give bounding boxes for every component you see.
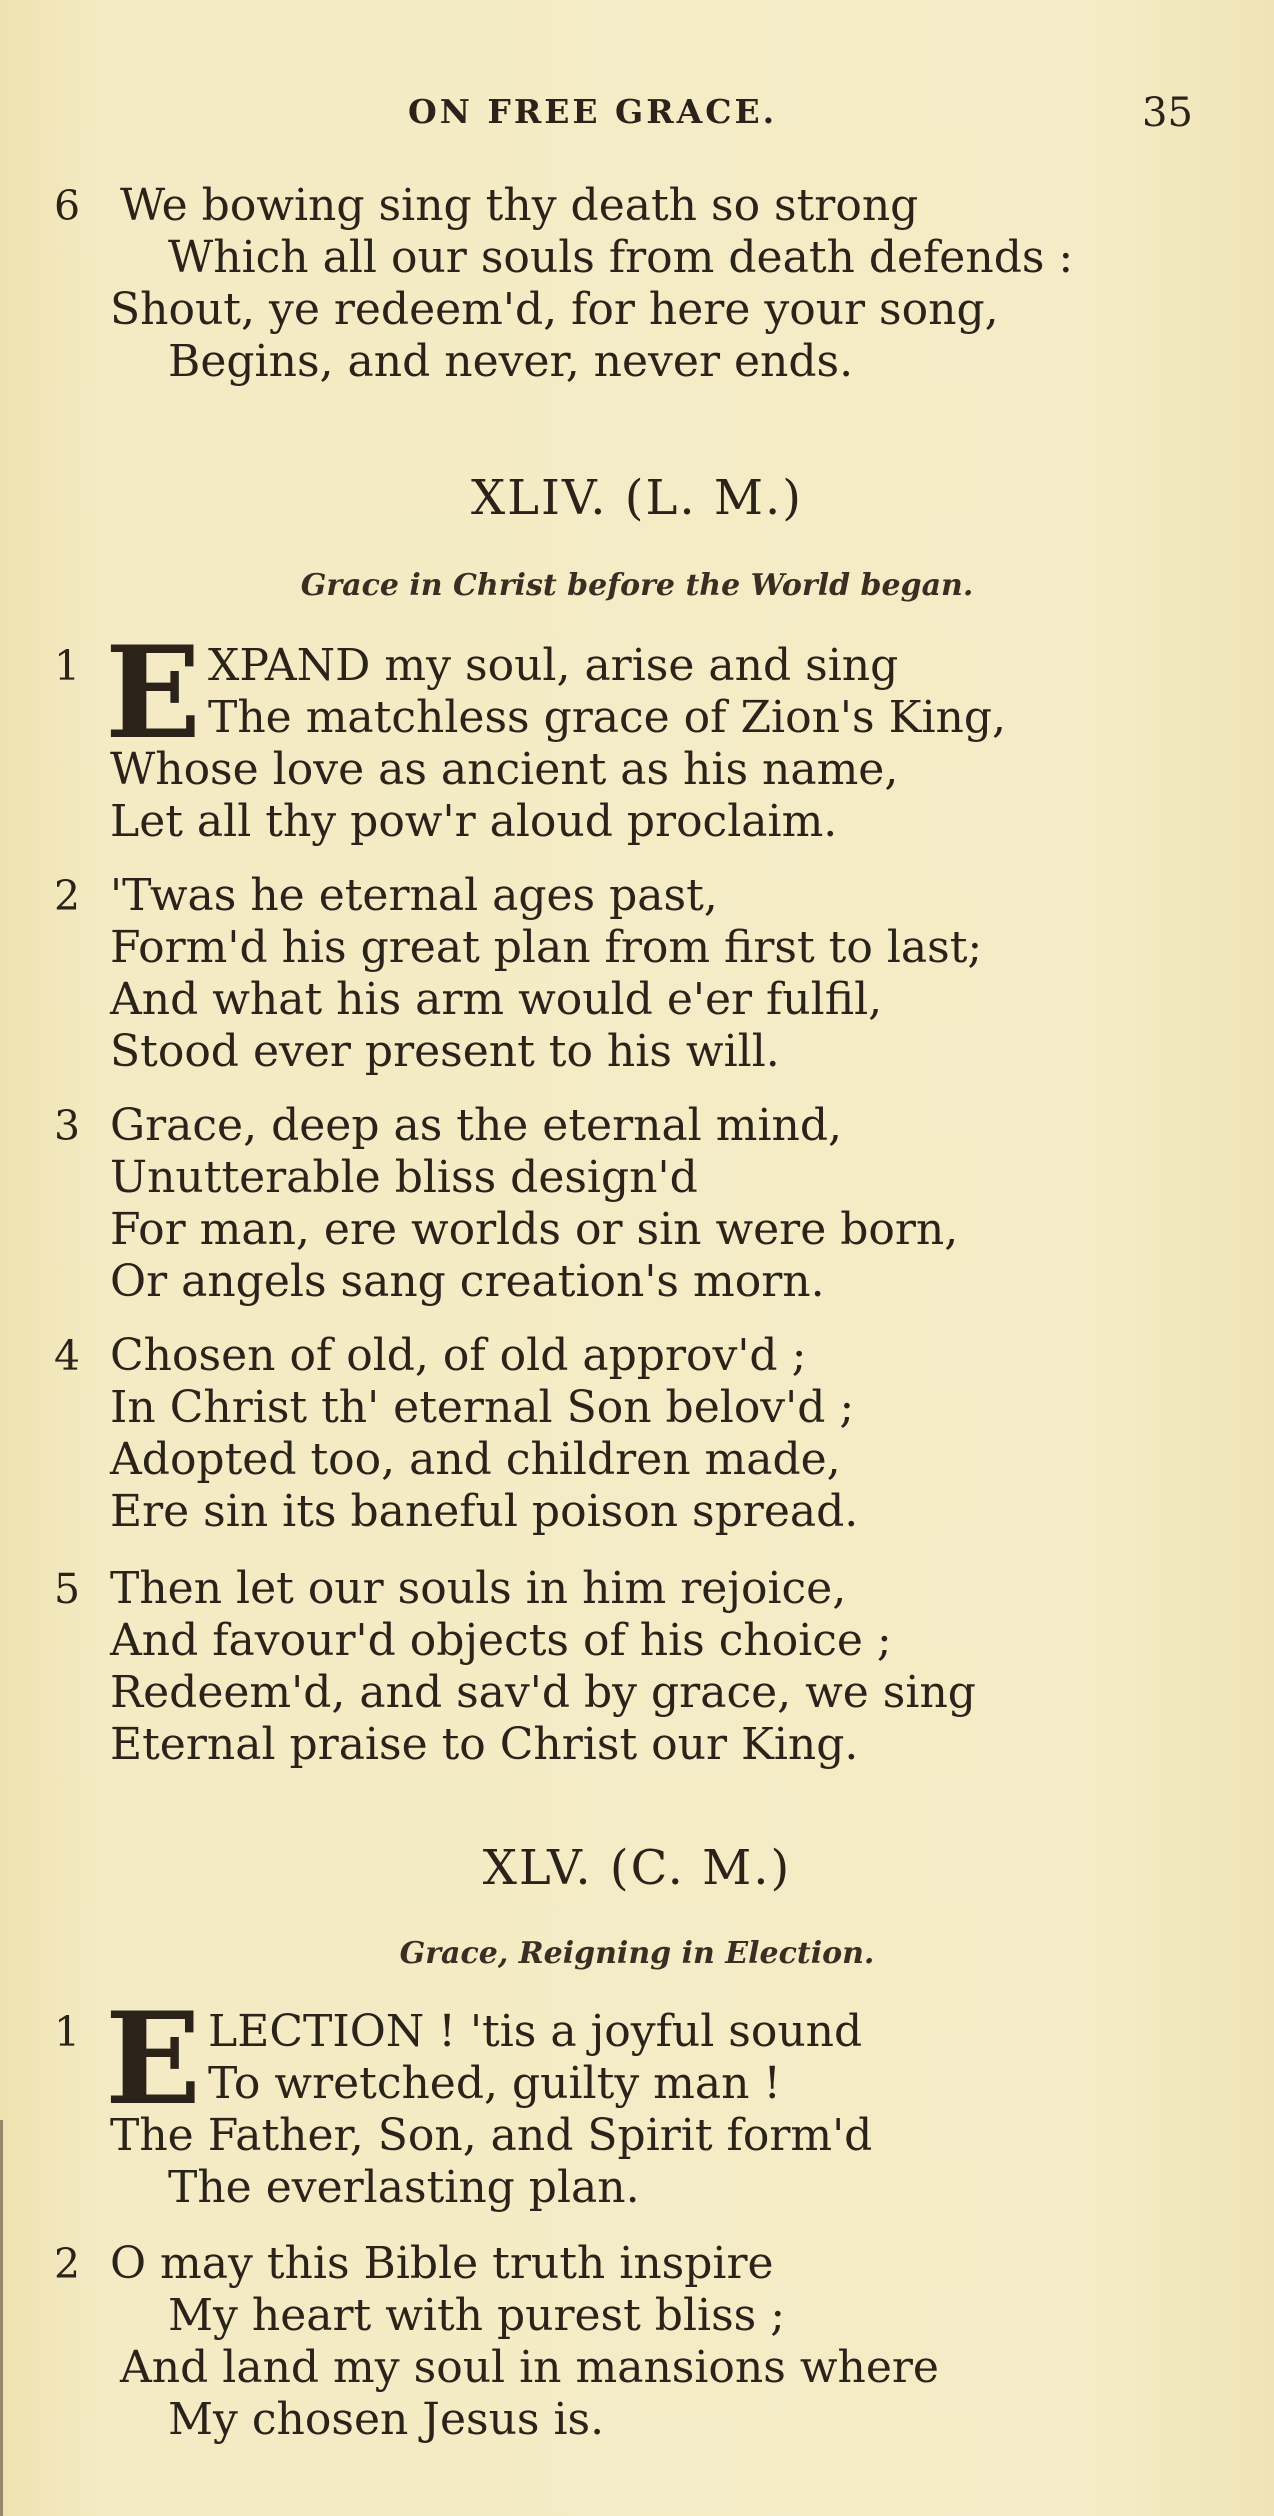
verse-line: 'Twas he eternal ages past, — [110, 870, 718, 921]
drop-cap: E — [105, 619, 202, 767]
verse-line: The matchless grace of Zion's King, — [208, 692, 1007, 743]
verse-line: Chosen of old, of old approv'd ; — [110, 1330, 807, 1381]
verse-line: Whose love as ancient as his name, — [110, 744, 899, 795]
verse-line: Eternal praise to Christ our King. — [110, 1719, 859, 1770]
verse-line: Ere sin its baneful poison spread. — [110, 1486, 859, 1537]
verse-line: My heart with purest bliss ; — [168, 2290, 786, 2341]
hymn-45-subtitle: Grace, Reigning in Election. — [399, 1936, 875, 1971]
verse-number: 6 — [54, 182, 81, 230]
hymn-44-title: XLIV. (L. M.) — [470, 470, 804, 526]
verse-line: And favour'd objects of his choice ; — [110, 1615, 892, 1666]
verse-line: LECTION ! 'tis a joyful sound — [208, 2006, 863, 2057]
running-header — [0, 92, 1274, 142]
verse-number: 2 — [54, 872, 81, 920]
verse-number: 1 — [54, 642, 81, 690]
verse-line: XPAND my soul, arise and sing — [208, 640, 899, 691]
verse-line: We bowing sing thy death so strong — [120, 180, 919, 231]
verse-line: Stood ever present to his will. — [110, 1026, 780, 1077]
verse-line: Begins, and never, never ends. — [168, 336, 854, 387]
page-number: 35 — [1142, 90, 1193, 136]
verse-line: For man, ere worlds or sin were born, — [110, 1204, 959, 1255]
verse-number: 2 — [54, 2240, 81, 2288]
verse-line: The everlasting plan. — [168, 2162, 640, 2213]
verse-line: Grace, deep as the eternal mind, — [110, 1100, 843, 1151]
hymn-45-title: XLV. (C. M.) — [482, 1840, 792, 1896]
verse-line: Redeem'd, and sav'd by grace, we sing — [110, 1667, 976, 1718]
running-title: ON FREE GRACE. — [408, 92, 778, 131]
verse-line: To wretched, guilty man ! — [208, 2058, 782, 2109]
verse-line: Unutterable bliss design'd — [110, 1152, 698, 1203]
verse-line: Or angels sang creation's morn. — [110, 1256, 825, 1307]
verse-line: Adopted too, and children made, — [110, 1434, 841, 1485]
verse-number: 1 — [54, 2008, 81, 2056]
verse-line: Then let our souls in him rejoice, — [110, 1563, 847, 1614]
verse-number: 5 — [54, 1565, 81, 1613]
verse-line: In Christ th' eternal Son belov'd ; — [110, 1382, 855, 1433]
hymn-44-subtitle: Grace in Christ before the World began. — [300, 568, 974, 603]
verse-line: O may this Bible truth inspire — [110, 2238, 774, 2289]
verse-line: The Father, Son, and Spirit form'd — [110, 2110, 873, 2161]
verse-number: 4 — [54, 1332, 81, 1380]
verse-line: My chosen Jesus is. — [168, 2394, 605, 2445]
verse-number: 3 — [54, 1102, 81, 1150]
verse-line: And land my soul in mansions where — [120, 2342, 939, 2393]
verse-line: Form'd his great plan from first to last; — [110, 922, 983, 973]
verse-line: Shout, ye redeem'd, for here your song, — [110, 284, 999, 335]
drop-cap: E — [105, 1985, 202, 2133]
verse-line: Let all thy pow'r aloud proclaim. — [110, 796, 838, 847]
verse-line: And what his arm would e'er fulfil, — [110, 974, 883, 1025]
verse-line: Which all our souls from death defends : — [168, 232, 1074, 283]
